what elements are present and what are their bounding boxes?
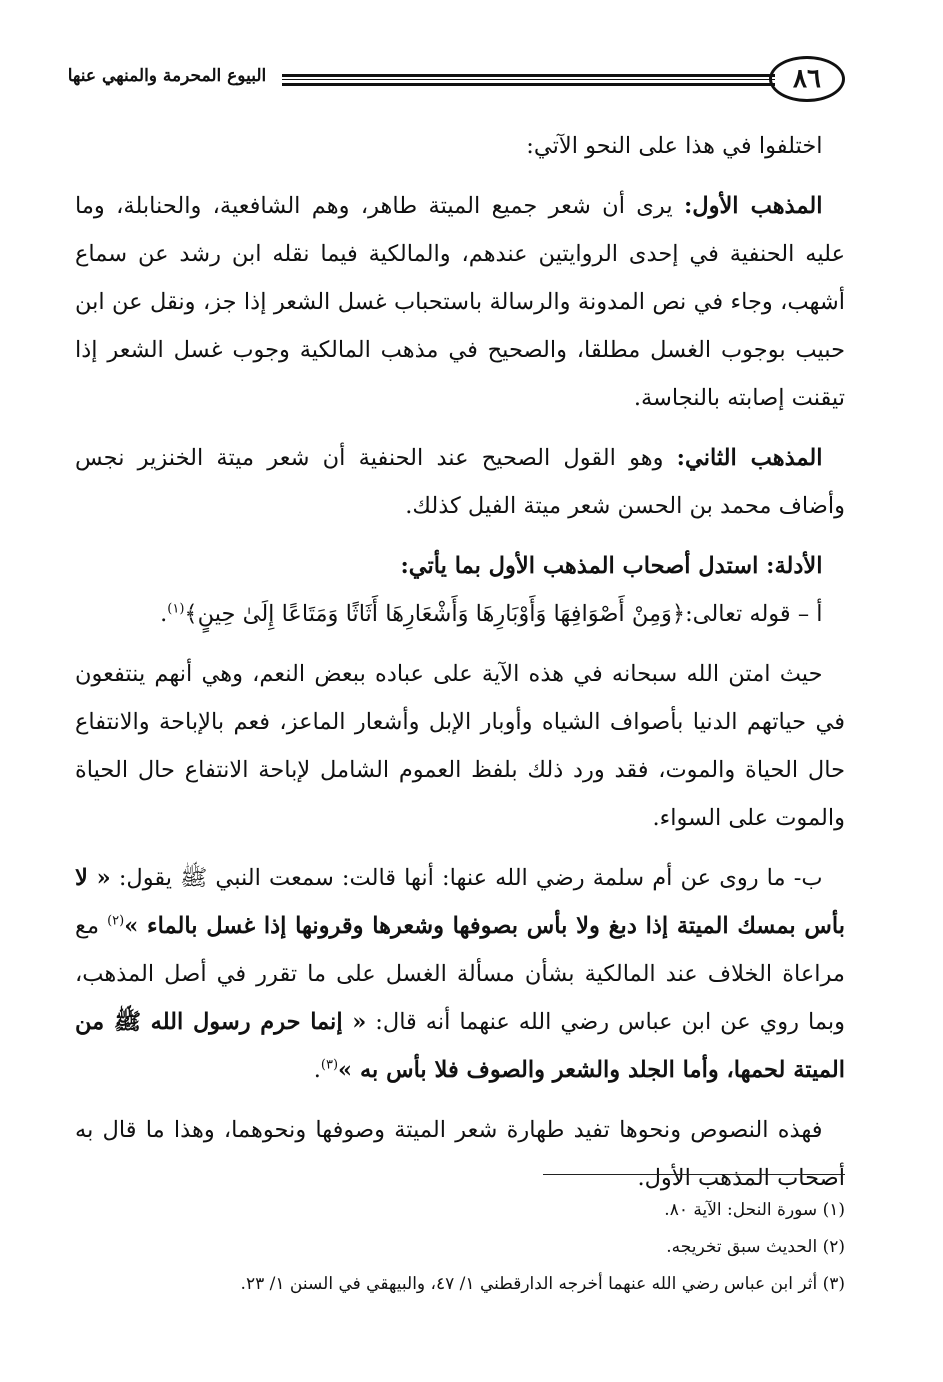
- footnote-ref-1: (١): [167, 601, 185, 617]
- footnote-separator: [543, 1174, 845, 1175]
- evidence-label: الأدلة:: [766, 553, 823, 579]
- footnote-ref-2: (٢): [107, 913, 125, 929]
- item-b-prefix: ب- ما روى عن أم سلمة رضي الله عنها: أنها قالت: سمعت النبي ﷺ يقول:: [110, 865, 823, 891]
- footnote-ref-3: (٣): [320, 1057, 339, 1073]
- footnote-2: (٢) الحديث سبق تخريجه.: [666, 1237, 845, 1257]
- item-b: ب- ما روى عن أم سلمة رضي الله عنها: أنها قالت: سمعت النبي ﷺ يقول: « لا بأس بمسك الميتة إذا دبغ ولا بأس بصوفها وشعرها وقرونها إذا غسل بالماء »$^{(٢)}$ مع مراعاة الخلاف عند المالكية بشأن مسألة الغسل على ما تقرر في أصل المذهب، وبما روي عن ابن عباس رضي الله عنهما أنه قال: « إنما حرم رسول الله ﷺ من الميتة لحمها، وأما الجلد والشعر والصوف فلا بأس به »$^{(٣)}$.: [75, 865, 845, 1083]
- hadith-quote: « لا بأس بمسك الميتة إذا دبغ ولا بأس بصوفها وشعرها وقرونها إذا غسل بالماء »: [75, 865, 845, 939]
- evidence-heading: [75, 542, 845, 590]
- second-school-label: المذهب الثاني:: [676, 445, 823, 471]
- conclusion-paragraph: فهذه النصوص ونحوها تفيد طهارة شعر الميتة وصوفها ونحوهما، وهذا ما قال به أصحاب المذهب الأول.: [75, 1117, 845, 1191]
- evidence-text: استدل أصحاب المذهب الأول بما يأتي:: [400, 553, 767, 579]
- page-header: [60, 56, 845, 108]
- main-text: [75, 122, 845, 1202]
- quran-verse: ﴿وَمِنْ أَصْوَافِهَا وَأَوْبَارِهَا وَأَشْعَارِهَا أَثَاثًا وَمَتَاعًا إِلَىٰ حِينٍ﴾: [184, 601, 686, 627]
- item-b-middle: مع مراعاة الخلاف عند المالكية بشأن مسألة الغسل على ما تقرر في أصل المذهب، وبما روي عن ابن عباس رضي الله عنهما أنه قال:: [75, 913, 845, 1035]
- explanation-paragraph: حيث امتن الله سبحانه في هذه الآية على عباده ببعض النعم، وهي أنهم ينتفعون في حياتهم الدنيا بأصواف الشياه وأوبار الإبل وأشعار الماعز، فعم بالإباحة والانتفاع حال الحياة والموت، فقد ورد ذلك بلفظ العموم الشامل لإباحة الانتفاع حال الحياة والموت على السواء.: [75, 661, 845, 831]
- first-school-label: المذهب الأول:: [683, 193, 823, 219]
- footnotes: [75, 1192, 845, 1303]
- item-a: أ – قوله تعالى:﴿وَمِنْ أَصْوَافِهَا وَأَوْبَارِهَا وَأَشْعَارِهَا أَثَاثًا وَمَتَاعًا إِلَىٰ حِينٍ﴾$^{(١)}$.: [160, 601, 823, 627]
- footnote-3: (٣) أثر ابن عباس رضي الله عنهما أخرجه الدارقطني ١/ ٤٧، والبيهقي في السنن ١/ ٢٣.: [240, 1274, 845, 1294]
- running-title: البيوع المحرمة والمنهي عنها: [67, 66, 267, 86]
- second-school-text: وهو القول الصحيح عند الحنفية أن شعر ميتة الخنزير نجس وأضاف محمد بن الحسن شعر ميتة الفيل كذلك.: [75, 445, 845, 519]
- header-rule: [282, 74, 775, 86]
- second-school-paragraph: [75, 434, 845, 530]
- footnote-1: (١) سورة النحل: الآية ٨٠.: [664, 1200, 845, 1220]
- first-school-paragraph: [75, 182, 845, 422]
- item-a-prefix: أ – قوله تعالى:: [685, 601, 823, 627]
- intro-line: اختلفوا في هذا على النحو الآتي:: [526, 133, 823, 159]
- athar-quote: « إنما حرم رسول الله ﷺ من الميتة لحمها، وأما الجلد والشعر والصوف فلا بأس به »: [75, 1009, 845, 1083]
- first-school-text: يرى أن شعر جميع الميتة طاهر، وهم الشافعية، والحنابلة، وما عليه الحنفية في إحدى الروايتين عندهم، والمالكية فيما نقله ابن رشد عن سماع أشهب، وجاء في نص المدونة والرسالة باستحباب غسل الشعر إذا جز، ونقل عن ابن حبيب بوجوب الغسل مطلقا، والصحيح في مذهب المالكية وجوب غسل الشعر إذا تيقنت إصابته بالنجاسة.: [75, 193, 845, 411]
- page-number: ٨٦: [769, 56, 845, 102]
